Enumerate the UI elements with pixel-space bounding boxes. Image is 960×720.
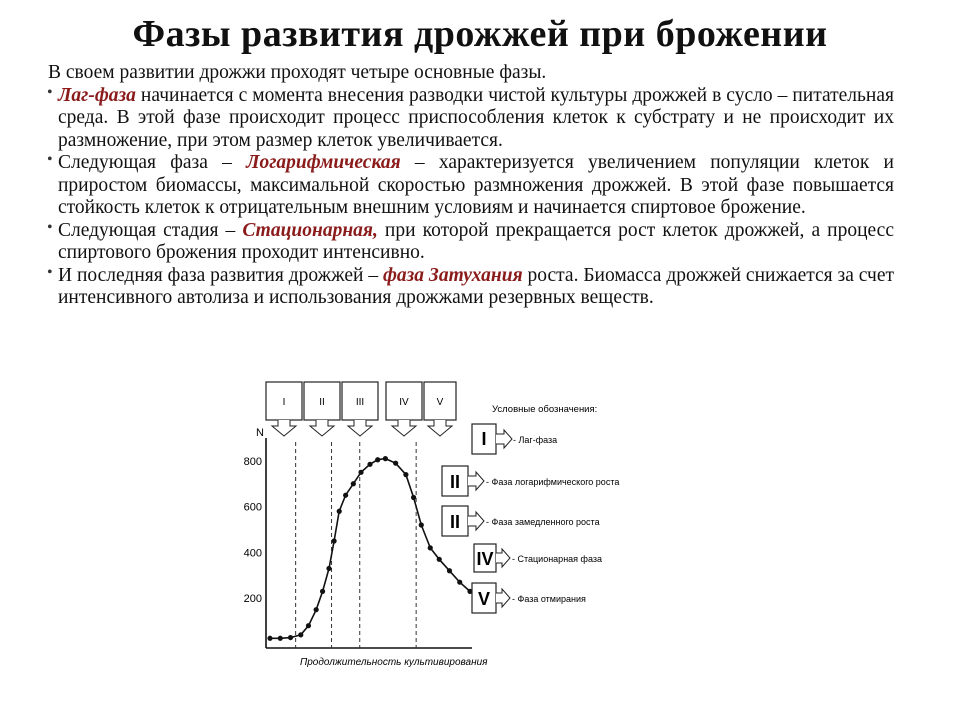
bullet-text-pre: И последняя фаза развития дрожжей –	[58, 264, 383, 286]
bullet-text-post: при которой прекращается рост клеток дрожжей, а процесс спиртового брожения проходит интенсивно.	[58, 219, 894, 263]
bullet-text-post: роста. Биомасса дрожжей снижается за счет интенсивного автолиза и использования дрожжами резервных веществ.	[58, 264, 894, 308]
y-tick-label: 400	[243, 547, 262, 560]
data-point	[326, 566, 331, 571]
term-lag-phase: Лаг-фаза	[58, 84, 136, 106]
text-body	[48, 62, 894, 310]
data-point	[358, 470, 363, 475]
legend-item-5	[472, 583, 586, 613]
legend-title: Условные обозначения:	[492, 404, 598, 415]
phase-box-3	[342, 382, 378, 436]
phase-box-label: V	[436, 397, 444, 408]
y-tick-label: 600	[243, 501, 262, 514]
growth-curve-figure	[240, 376, 634, 673]
data-point	[332, 538, 337, 543]
legend-item-4	[474, 544, 602, 572]
legend-label: - Фаза отмирания	[512, 594, 586, 604]
bullet-icon: •	[47, 218, 53, 236]
legend-roman: II	[449, 472, 461, 492]
bullet-lag-phase	[48, 85, 894, 153]
bullet-text-post: начинается с момента внесения разводки чистой культуры дрожжей в сусло – питательная среда. В этой фазе происходит процесс приспособления клеток к субстрату и не происходит их размножение, при этом размер клеток увеличивается.	[58, 84, 894, 151]
legend-roman: V	[477, 589, 491, 609]
data-point	[411, 495, 416, 500]
data-point	[393, 461, 398, 466]
bullet-icon: •	[47, 83, 53, 101]
data-point	[288, 635, 293, 640]
data-point	[314, 607, 319, 612]
data-point	[375, 457, 380, 462]
data-point	[337, 509, 342, 514]
growth-curve-svg	[240, 376, 634, 673]
phase-box-1	[266, 382, 302, 436]
bullet-decline-phase	[48, 265, 894, 310]
growth-curve-line	[270, 459, 470, 639]
legend-label: - Фаза логарифмического роста	[486, 477, 620, 487]
legend-label: - Стационарная фаза	[512, 554, 602, 564]
data-point	[428, 545, 433, 550]
data-point	[447, 568, 452, 573]
bullet-icon: •	[47, 151, 53, 168]
data-point	[306, 623, 311, 628]
legend-item-3	[442, 506, 600, 536]
data-point	[419, 522, 424, 527]
legend-label: - Фаза замедленного роста	[486, 517, 600, 527]
bullet-text-pre: Следующая фаза –	[58, 152, 247, 173]
page-title: Фазы развития дрожжей при брожении	[132, 13, 828, 55]
phase-box-label: I	[282, 397, 286, 408]
data-point	[351, 481, 356, 486]
data-point	[278, 636, 283, 641]
phase-box-label: II	[319, 397, 325, 408]
y-axis-label: N	[256, 427, 264, 439]
phase-box-label: IV	[399, 397, 409, 408]
term-decline-phase: фаза Затухания	[382, 264, 523, 286]
data-point	[367, 462, 372, 467]
bullet-log-phase	[48, 152, 894, 220]
bullet-icon: •	[47, 263, 53, 281]
data-point	[320, 589, 325, 594]
data-point	[403, 472, 408, 477]
phase-boundaries	[296, 442, 417, 648]
intro-text: В своем развитии дрожжи проходят четыре основные фазы.	[48, 62, 547, 83]
legend-item-2	[442, 466, 619, 496]
term-stationary-phase: Стационарная,	[242, 219, 378, 241]
y-tick-label: 800	[243, 455, 262, 468]
phase-box-2	[304, 382, 340, 436]
x-axis-label: Продолжительность культивирования	[300, 657, 488, 668]
legend-roman: II	[449, 512, 461, 532]
legend-label: - Лаг-фаза	[513, 435, 558, 445]
data-point	[437, 557, 442, 562]
term-log-phase: Логарифмическая	[246, 152, 401, 173]
phase-box-5	[424, 382, 456, 436]
data-point	[383, 456, 388, 461]
y-ticks	[244, 456, 262, 605]
y-tick-label: 200	[243, 593, 262, 606]
data-point	[457, 580, 462, 585]
phase-box-4	[386, 382, 422, 436]
data-point	[343, 493, 348, 498]
data-point	[267, 636, 272, 641]
bullet-text-pre: Следующая стадия –	[58, 219, 243, 241]
legend-roman: I	[481, 429, 487, 449]
bullet-stationary-phase	[48, 220, 894, 265]
data-point	[298, 632, 303, 637]
bullet-text-post: – характеризуется увеличением популяции клеток и приростом биомассы, максимальной скоростью размножения дрожжей. В этой фазе повышается стойкость клеток к отрицательным внешним условиям и начинается спиртовое брожение.	[58, 152, 894, 218]
legend-roman: IV	[476, 549, 494, 569]
legend-item-1	[472, 424, 557, 454]
phase-box-label: III	[355, 397, 365, 408]
